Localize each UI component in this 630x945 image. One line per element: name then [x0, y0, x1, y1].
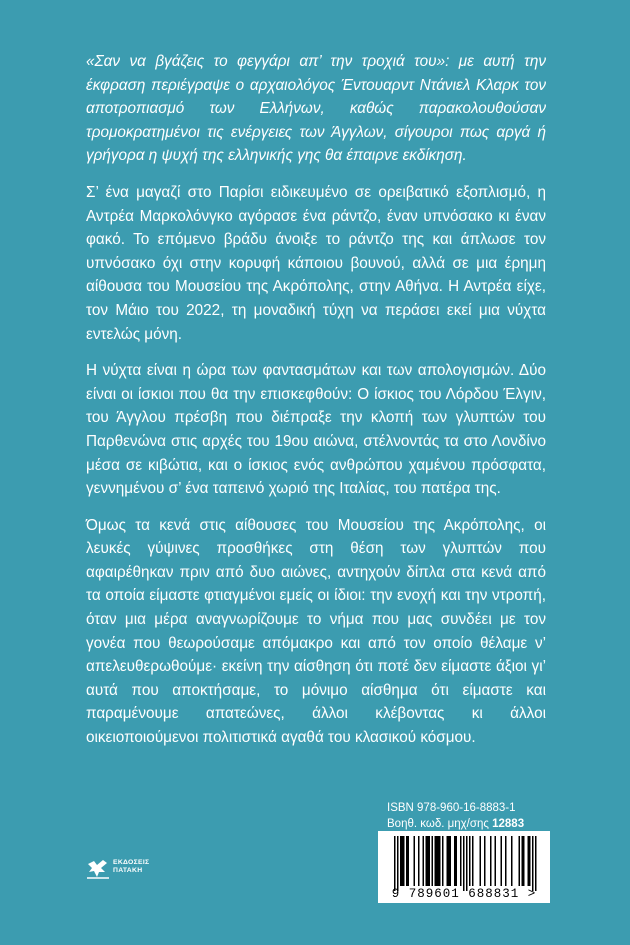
- blurb-paragraph: Η νύχτα είναι η ώρα των φαντασμάτων και των απολογισμών. Δύο είναι οι ίσκιοι που θα την επισκεφθούν: Ο ίσκιος του Λόρδου Έλγιν, του Άγγλου πρέσβη που διέπραξε την κλοπή των γλυπτών του Παρθενώνα στις αρχές του 19ου αιώνα, στέλνοντάς τα στο Λονδίνο μέσα σε κιβώτια, και ο ίσκιος ενός ανθρώπου χαμένου πρόσφατα, γεννημένου σ’ ένα ταπεινό χωριό της Ιταλίας, του πατέρα της.: [86, 362, 546, 498]
- barcode-bar: [495, 836, 497, 886]
- barcode-bar: [456, 836, 458, 886]
- barcode-bar: [480, 836, 482, 886]
- barcode-bar: [448, 836, 450, 886]
- blurb-paragraph: Όμως τα κενά στις αίθουσες του Μουσείου της Ακρόπολης, οι λευκές γύψινες προσθήκες στη θέση των γλυπτών που αφαιρέθηκαν πριν από δυο αιώνες, αντηχούν δίπλα στα κενά από τα οποία είμαστε φτιαγμένοι εμείς οι ίδιοι: την ενοχή και την ντροπή, όταν μια μέρα αναγνωρίζουμε το νήμα που μας συνδέει με τον γονέα που θεωρούσαμε απόμακρο και από τον οποίο θέλαμε ν’ απελευθερωθούμε· εκείνη την αίσθηση ότι ποτέ δεν είμαστε άξιοι γι’ αυτά που αποκτήσαμε, το μόνιμο αίσθημα ότι είμαστε και παραμένουμε απατεώνες, άλλοι κλέβοντας κι άλλοι οικειοποιούμενοι πολιτιστικά αγαθά του κλασικού κόσμου.: [86, 516, 546, 747]
- barcode-bar: [423, 836, 425, 886]
- barcode-digits: 9 789601 688831 >: [391, 887, 537, 901]
- barcode-bar: [484, 836, 486, 886]
- barcode-bar: [394, 836, 396, 891]
- barcode-bar: [535, 836, 537, 891]
- barcode-bar: [460, 836, 462, 886]
- barcode-bar: [426, 836, 428, 886]
- barcode-bar: [406, 836, 408, 886]
- barcode-bar: [519, 836, 521, 886]
- barcode-bar: [523, 836, 525, 886]
- barcode-bar: [529, 836, 531, 886]
- barcode-bar: [414, 836, 416, 886]
- barcode-bar: [400, 836, 402, 886]
- barcode-bar: [463, 836, 465, 891]
- barcode-bar: [447, 836, 449, 886]
- barcode: [378, 831, 550, 903]
- publisher-name: [113, 859, 149, 875]
- barcode-bar: [442, 836, 444, 886]
- product-code: [387, 816, 524, 832]
- barcode-bar: [403, 836, 405, 886]
- barcode-bar: [438, 836, 440, 886]
- product-code-label: Βοηθ. κωδ. μηχ/σης: [387, 818, 489, 830]
- isbn-number: ISBN 978-960-16-8883-1: [387, 802, 516, 814]
- barcode-bar: [505, 836, 507, 886]
- barcode-bar: [454, 836, 456, 886]
- barcode-bar: [472, 836, 474, 886]
- barcode-bar: [418, 836, 420, 886]
- barcode-bar: [501, 836, 503, 886]
- blurb-quote-paragraph: «Σαν να βγάζεις το φεγγάρι απ’ την τροχιά του»: με αυτή την έκφραση περιέγραψε ο αρχαιολόγος Έντουαρντ Ντάνιελ Κλαρκ τον αποτροπιασμό των Ελλήνων, καθώς παρακολουθούσαν τρομοκρατημένοι τις ενέργειες των Άγγλων, σίγουροι πως αργά ή γρήγορα η ψυχή της ελληνικής γης θα έπαιρνε εκδίκηση.: [86, 53, 546, 165]
- blurb-paragraph: Σ’ ένα μαγαζί στο Παρίσι ειδικευμένο σε ορειβατικό εξοπλισμό, η Αντρέα Μαρκολόνγκο αγόρασε ένα ράντζο, έναν υπνόσακο κι έναν φακό. Το επόμενο βράδυ άνοιξε το ράντζο της και άπλωσε τον υπνόσακο όχι στην κορυφή κάποιου βουνού, αλλά σε μια έρημη αίθουσα του Μουσείου της Ακρόπολης, στην Αθήνα. Η Αντρέα είχε, τον Μάιο του 2022, τη μοναδική τύχη να περάσει εκεί μια νύχτα εντελώς μόνη.: [86, 183, 546, 343]
- barcode-bar: [402, 836, 404, 886]
- publisher-line1: ΕΚΔΟΣΕΙΣ: [113, 859, 150, 866]
- barcode-bar: [450, 836, 452, 886]
- barcode-bar: [408, 836, 410, 886]
- barcode-bar: [436, 836, 438, 886]
- product-code-value: 12883: [492, 818, 525, 830]
- publisher-line2: ΠΑΤΑΚΗ: [113, 867, 143, 874]
- barcode-bar: [466, 836, 468, 891]
- barcode-bar: [432, 836, 434, 886]
- publisher-bird-icon: [85, 856, 111, 882]
- barcode-bar: [435, 836, 437, 886]
- barcode-bar: [511, 836, 513, 886]
- barcode-bar: [528, 836, 530, 886]
- publisher-logo: [85, 856, 175, 896]
- barcode-bar: [490, 836, 492, 886]
- back-cover-blurb: [86, 50, 546, 763]
- barcode-bar: [439, 836, 441, 886]
- barcode-bar: [532, 836, 534, 891]
- barcode-bar: [469, 836, 471, 886]
- barcode-bar: [429, 836, 431, 886]
- isbn-info: [387, 800, 524, 832]
- barcode-bar: [427, 836, 429, 886]
- barcode-bar: [397, 836, 399, 891]
- barcode-bar: [522, 836, 524, 886]
